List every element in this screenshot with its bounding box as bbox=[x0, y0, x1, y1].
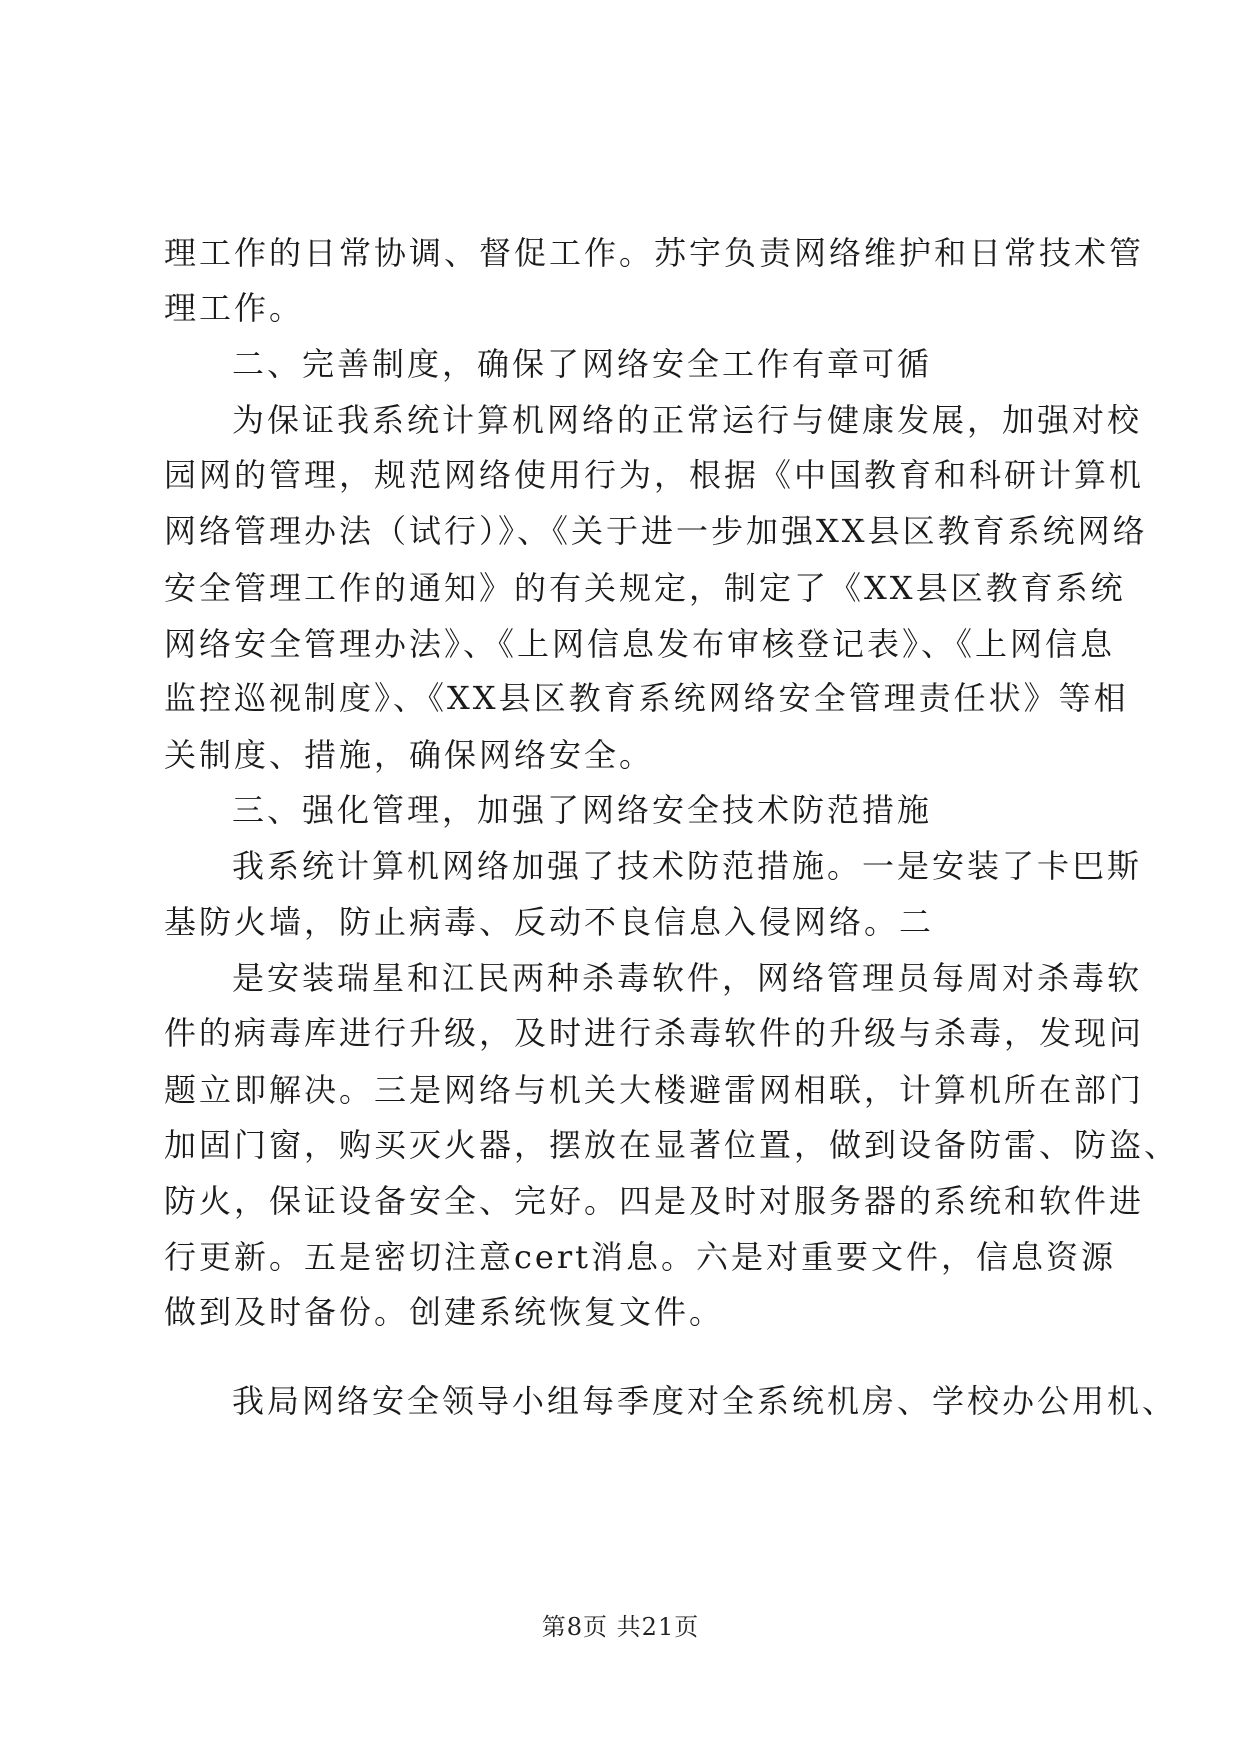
text-line-14: 是安装瑞星和江民两种杀毒软件，网络管理员每周对杀毒软 bbox=[232, 959, 1143, 997]
text-line-7: 安全管理工作的通知》的有关规定，制定了《XX县区教育系统 bbox=[164, 569, 1126, 607]
text-line-8: 网络安全管理办法》、《上网信息发布审核登记表》、《上网信息 bbox=[164, 625, 1116, 663]
text-line-2: 理工作。 bbox=[164, 289, 305, 327]
text-line-13: 基防火墙，防止病毒、反动不良信息入侵网络。二 bbox=[164, 903, 935, 941]
text-line-18: 防火，保证设备安全、完好。四是及时对服务器的系统和软件进 bbox=[164, 1182, 1145, 1220]
text-line-20: 做到及时备份。创建系统恢复文件。 bbox=[164, 1293, 725, 1331]
text-line-17: 加固门窗，购买灭火器，摆放在显著位置，做到设备防雷、防盗、 bbox=[164, 1126, 1180, 1164]
section-heading-2: 二、完善制度，确保了网络安全工作有章可循 bbox=[232, 345, 933, 383]
text-line-6: 网络管理办法（试行）》、《关于进一步加强XX县区教育系统网络 bbox=[164, 512, 1148, 550]
section-heading-3: 三、强化管理，加强了网络安全技术防范措施 bbox=[232, 791, 933, 829]
text-line-19: 行更新。五是密切注意cert消息。六是对重要文件，信息资源 bbox=[164, 1238, 1117, 1276]
text-line-10: 关制度、措施，确保网络安全。 bbox=[164, 736, 655, 774]
text-line-5: 园网的管理，规范网络使用行为，根据《中国教育和科研计算机 bbox=[164, 456, 1145, 494]
page-footer: 第8页 共21页 bbox=[541, 1613, 700, 1641]
text-line-21: 我局网络安全领导小组每季度对全系统机房、学校办公用机、 bbox=[232, 1382, 1178, 1420]
text-line-9: 监控巡视制度》、《XX县区教育系统网络安全管理责任状》等相 bbox=[164, 679, 1129, 717]
text-line-1: 理工作的日常协调、督促工作。苏宇负责网络维护和日常技术管 bbox=[164, 234, 1145, 272]
text-line-15: 件的病毒库进行升级，及时进行杀毒软件的升级与杀毒，发现问 bbox=[164, 1014, 1145, 1052]
text-line-12: 我系统计算机网络加强了技术防范措施。一是安装了卡巴斯 bbox=[232, 847, 1143, 885]
text-line-4: 为保证我系统计算机网络的正常运行与健康发展，加强对校 bbox=[232, 401, 1143, 439]
text-line-16: 题立即解决。三是网络与机关大楼避雷网相联，计算机所在部门 bbox=[164, 1071, 1145, 1109]
